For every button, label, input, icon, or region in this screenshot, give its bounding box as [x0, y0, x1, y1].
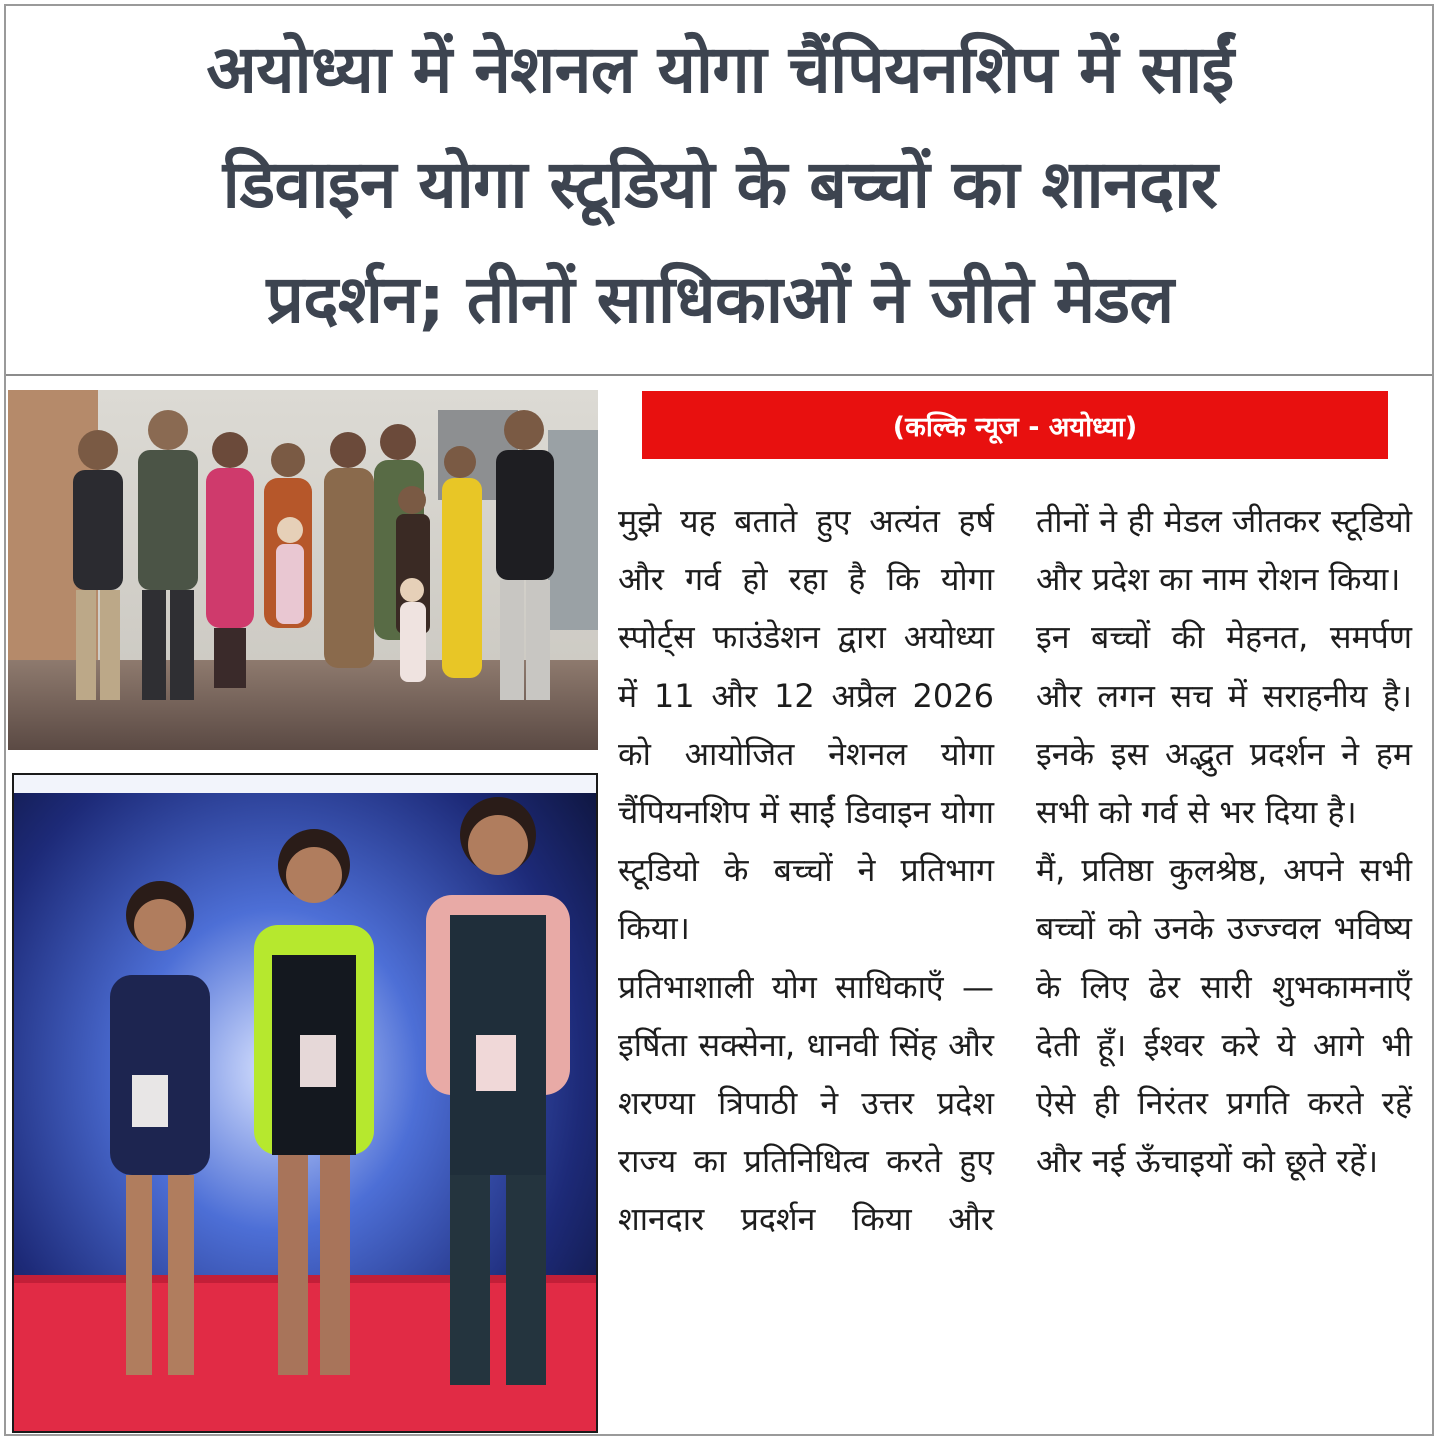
article-column-left	[618, 492, 994, 1249]
article-paragraph: तीनों ने ही मेडल जीतकर स्टूडियो और प्रदेश का नाम रोशन किया।	[1036, 502, 1412, 599]
group-photo	[8, 390, 598, 750]
headline-line-2: डिवाइन योगा स्टूडियो के बच्चों का शानदार	[222, 146, 1218, 223]
article-paragraph: इन बच्चों की मेहनत, समर्पण और लगन सच में सराहनीय है। इनके इस अद्भुत प्रदर्शन ने हम सभी को गर्व से भर दिया है।	[1036, 618, 1412, 832]
byline-banner: (कल्कि न्यूज - अयोध्या)	[642, 391, 1388, 459]
headline-line-3: प्रदर्शन; तीनों साधिकाओं ने जीते मेडल	[266, 261, 1174, 338]
article-column-right	[1036, 492, 1412, 1190]
headline	[14, 12, 1426, 357]
medal-winners-photo	[12, 773, 598, 1433]
headline-line-1: अयोध्या में नेशनल योगा चैंपियनशिप में साईं	[206, 31, 1234, 108]
article-paragraph: मैं, प्रतिष्ठा कुलश्रेष्ठ, अपने सभी बच्चों को उनके उज्ज्वल भविष्य के लिए ढेर सारी शुभकामनाएँ देती हूँ। ईश्वर करे ये आगे भी ऐसे ही निरंतर प्रगति करते रहें और नई ऊँचाइयों को छूते रहें।	[1036, 851, 1412, 1181]
article-paragraph: मुझे यह बताते हुए अत्यंत हर्ष और गर्व हो रहा है कि योगा स्पोर्ट्स फाउंडेशन द्वारा अयोध्या में 11 और 12 अप्रैल 2026 को आयोजित नेशनल योगा चैंपियनशिप में साईं डिवाइन योगा स्टूडियो के बच्चों ने प्रतिभाग किया।	[618, 502, 994, 948]
article-paragraph: प्रतिभाशाली योग साधिकाएँ — इर्षिता सक्सेना, धानवी सिंह और शरण्या त्रिपाठी ने उत्तर प्रदेश राज्य का प्रतिनिधित्व करते हुए शानदार प्रदर्शन किया और	[618, 967, 994, 1239]
headline-divider	[6, 374, 1432, 376]
